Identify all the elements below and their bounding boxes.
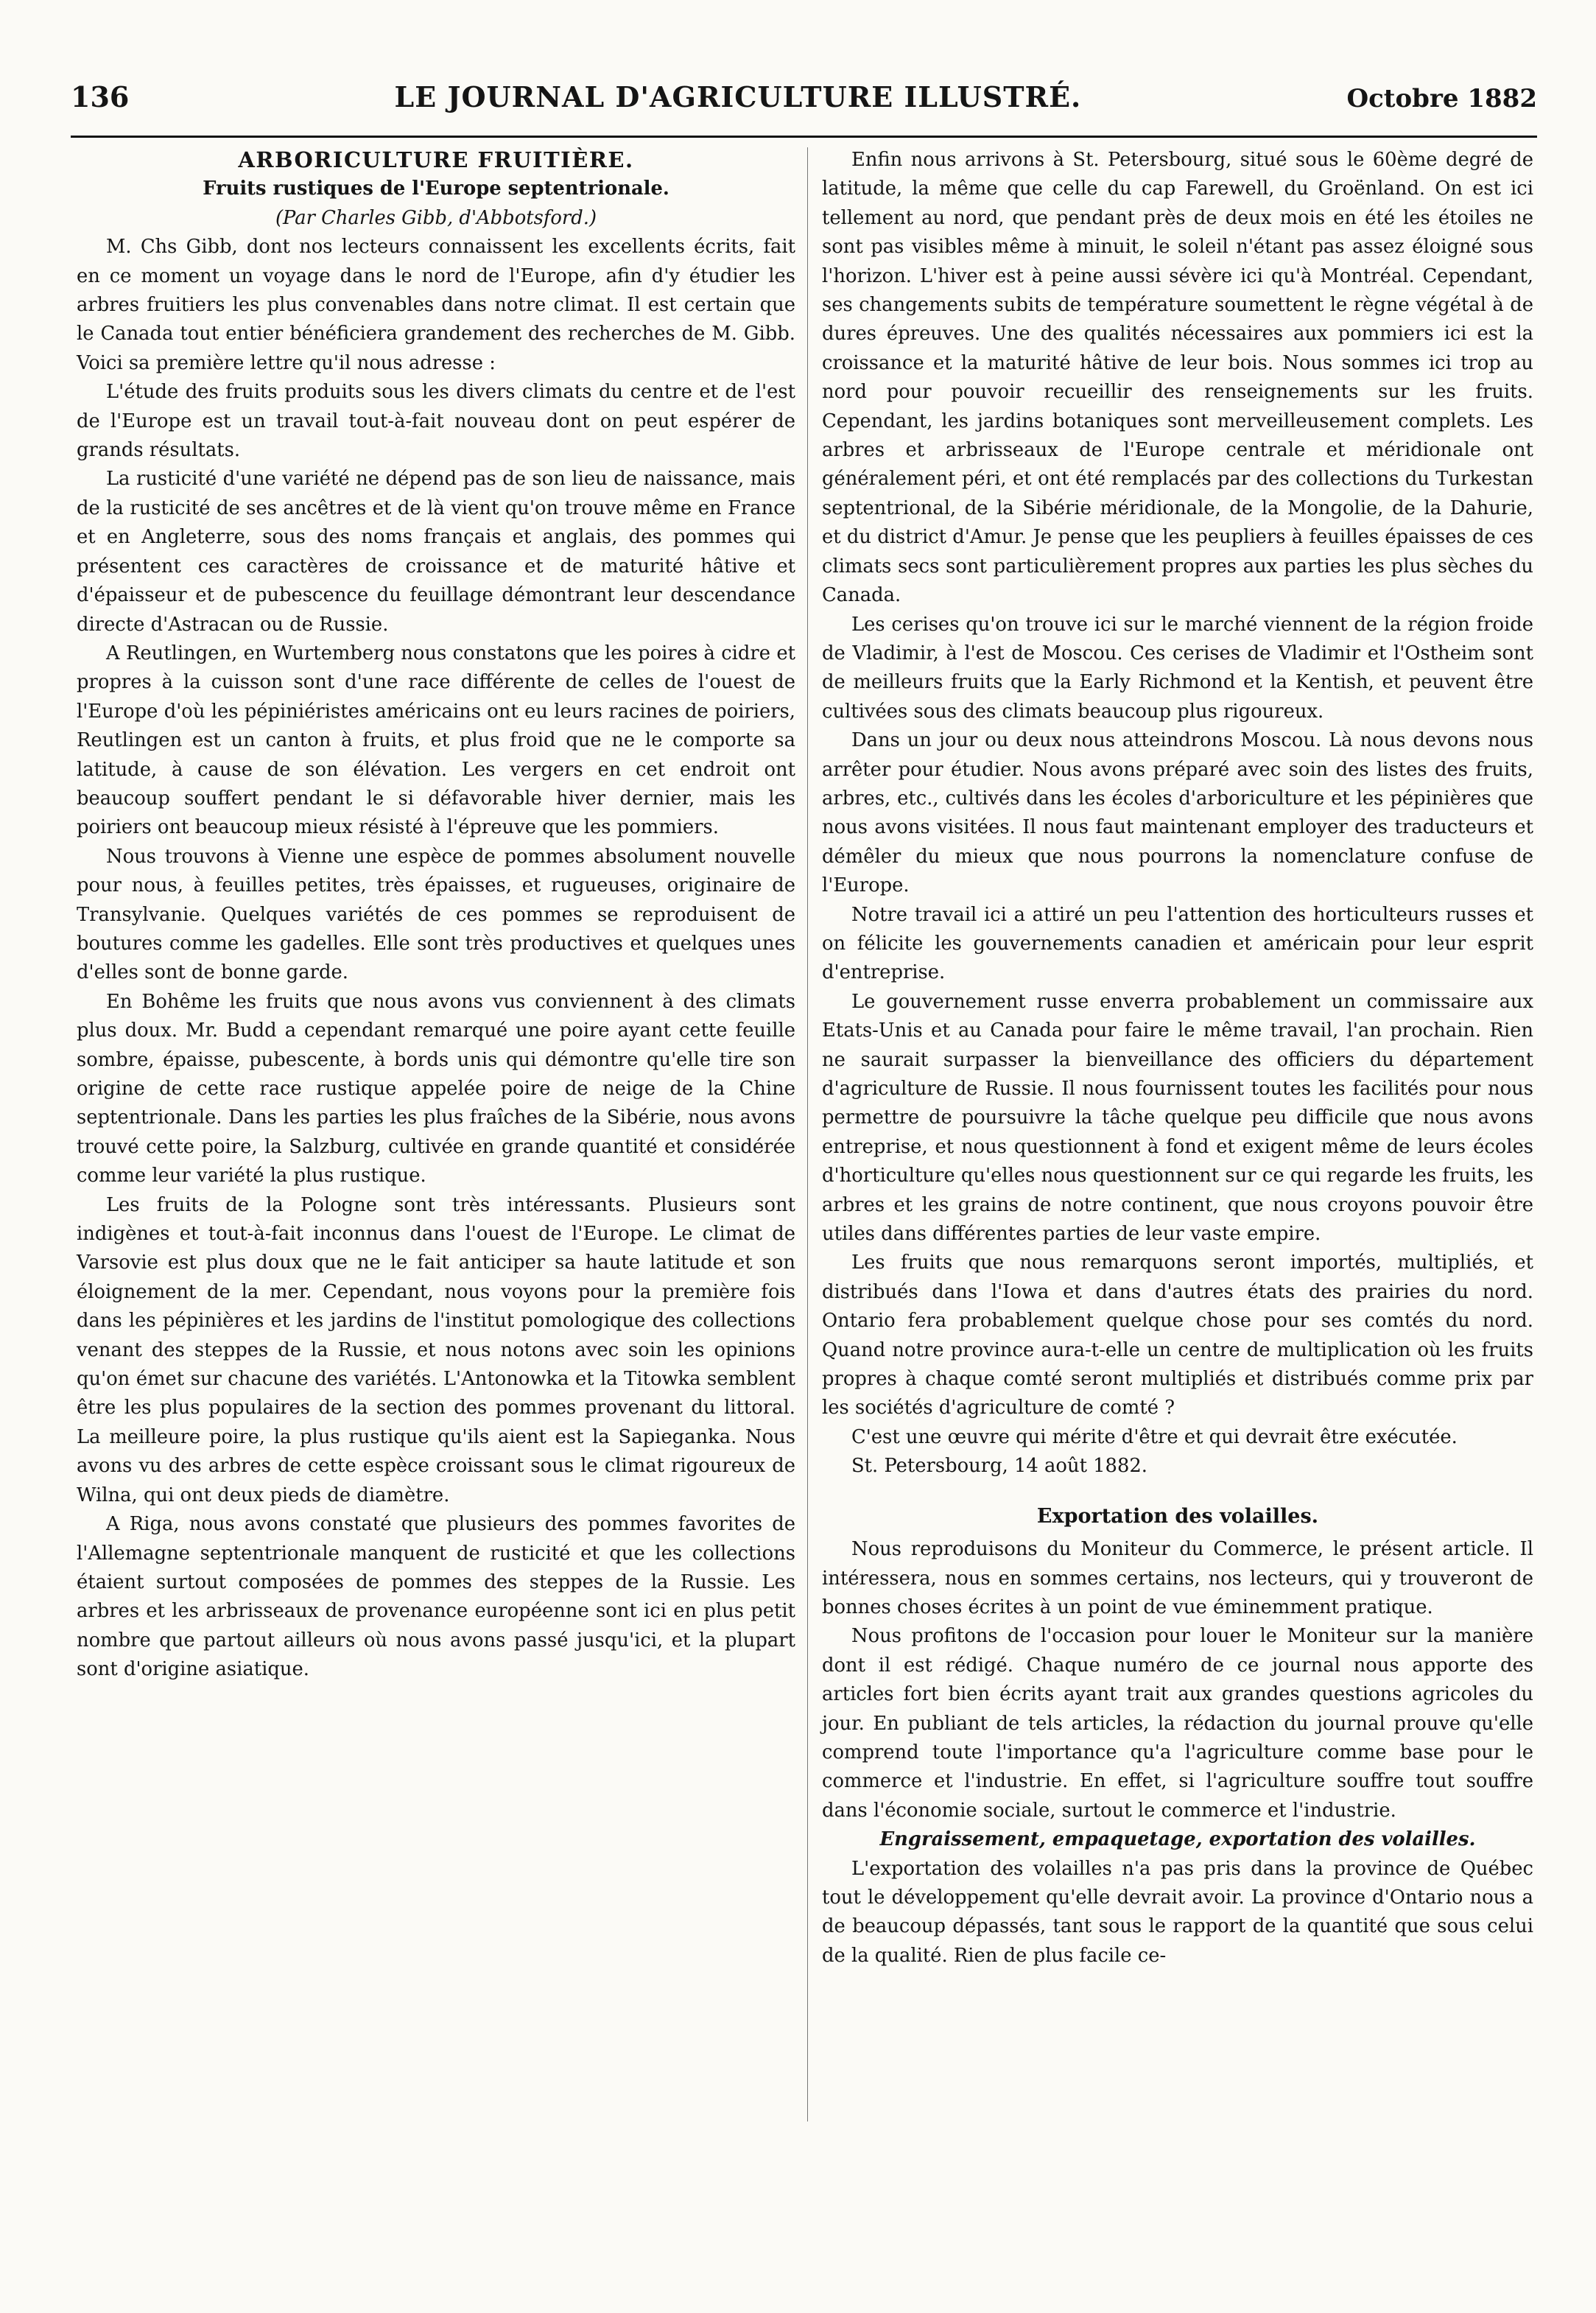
paragraph: L'exportation des volailles n'a pas pris dans la province de Québec tout le développement qu'elle devrait avoir. La province d'Ontario nous a de beaucoup dépassés, tant sous le rapport de la quantité que sous celui de la qualité. Rien de plus facile ce- bbox=[822, 1857, 1533, 1967]
paragraph: A Reutlingen, en Wurtemberg nous constatons que les poires à cidre et propres à la cuisson sont d'une race différente de celles de l'ouest de l'Europe d'où les pépiniéristes américains ont eu leurs racines de poiriers, Reutlingen est un canton à fruits, et plus froid que ne le comporte sa latitude, à cause de son élévation. Les vergers en cet endroit ont beaucoup souffert pendant le si défavorable hiver dernier, mais les poiriers ont beaucoup mieux résisté à l'épreuve que les pommiers. bbox=[77, 642, 795, 839]
paragraph: C'est une œuvre qui mérite d'être et qui devrait être exécutée. bbox=[851, 1425, 1458, 1448]
article-title: ARBORICULTURE FRUITIÈRE. bbox=[238, 147, 634, 172]
paragraph: La rusticité d'une variété ne dépend pas de son lieu de naissance, mais de la rusticité de ses ancêtres et de là vient qu'on trouve même en France et en Angleterre, sous des noms français et anglais, des pommes qui présentent ces caractères de croissance et de maturité hâtive et d'épaisseur et de pubescence du feuillage démontrant leur descendance directe d'Astracan ou de Russie. bbox=[77, 468, 795, 636]
issue-date: Octobre 1882 bbox=[1346, 84, 1537, 113]
article-byline: (Par Charles Gibb, d'Abbotsford.) bbox=[275, 206, 597, 229]
paragraph: Notre travail ici a attiré un peu l'attention des horticulteurs russes et on félicite les gouvernements canadien et américain pour leur esprit d'entreprise. bbox=[822, 903, 1533, 984]
paragraph: M. Chs Gibb, dont nos lecteurs connaissent les excellents écrits, fait en ce moment un voyage dans le nord de l'Europe, afin d'y étudier les arbres fruitiers les plus convenables dans notre climat. Il est certain que le Canada tout entier bénéficiera grandement des recherches de M. Gibb. Voici sa première lettre qu'il nous adresse : bbox=[77, 236, 795, 374]
paragraph: Dans un jour ou deux nous atteindrons Moscou. Là nous devons nous arrêter pour étudier. Nous avons préparé avec soin des listes des fruits, arbres, etc., cultivés dans les écoles d'arboriculture et les pépinières que nous avons visitées. Il nous faut maintenant employer des traducteurs et démêler du mieux que nous pourrons la nomenclature confuse de l'Europe. bbox=[822, 729, 1533, 897]
paragraph: Nous reproduisons du Moniteur du Commerce, le présent article. Il intéressera, nous en sommes certains, nos lecteurs, qui y trouveront de bonnes choses écrites à un point de vue éminemment pratique. bbox=[822, 1538, 1533, 1618]
header-rule bbox=[71, 136, 1537, 138]
section-title: Exportation des volailles. bbox=[1036, 1504, 1319, 1528]
journal-title: LE JOURNAL D'AGRICULTURE ILLUSTRÉ. bbox=[394, 80, 1082, 113]
paragraph: Les fruits que nous remarquons seront importés, multipliés, et distribués dans l'Iowa et dans d'autres états des prairies du nord. Ontario fera probablement quelque chose pour ses comtés du nord. Quand notre province aura-t-elle un centre de multiplication où les fruits propres à chaque comté seront multipliés et distribués comme prix par les sociétés d'agriculture de comté ? bbox=[822, 1252, 1533, 1419]
left-column bbox=[77, 146, 795, 1685]
paragraph: Le gouvernement russe enverra probablement un commissaire aux Etats-Unis et au Canada pour faire le même travail, l'an prochain. Rien ne saurait surpasser la bienveillance des officiers du département d'agriculture de Russie. Il nous fournissent toutes les facilités pour nous permettre de poursuivre la tâche quelque peu difficile que nous avons entreprise, et nous questionnent à fond et exigent même de leurs écoles d'horticulture qu'elles nous questionnent sur ce qui regarde les fruits, les arbres et les grains de notre continent, que nous croyons pouvoir être utiles dans différentes parties de leur vaste empire. bbox=[822, 990, 1533, 1246]
article-subtitle: Fruits rustiques de l'Europe septentrionale. bbox=[203, 178, 669, 200]
paragraph: A Riga, nous avons constaté que plusieurs des pommes favorites de l'Allemagne septentrionale manquent de rusticité et que les collections étaient surtout composées de pommes des steppes de la Russie. Les arbres et les arbrisseaux de provenance européenne sont ici en plus petit nombre que partout ailleurs où nous avons passé jusqu'ici, et la plupart sont d'origine asiatique. bbox=[77, 1513, 795, 1681]
section-subheading: Engraissement, empaquetage, exportation des volailles. bbox=[879, 1828, 1476, 1851]
page-number: 136 bbox=[71, 80, 130, 113]
article-signature: St. Petersbourg, 14 août 1882. bbox=[851, 1455, 1147, 1478]
paragraph: Les cerises qu'on trouve ici sur le marché viennent de la région froide de Vladimir, à l'est de Moscou. Ces cerises de Vladimir et l'Ostheim sont de meilleurs fruits que la Early Richmond et la Kentish, et peuvent être cultivées sous des climats beaucoup plus rigoureux. bbox=[822, 613, 1533, 723]
right-column bbox=[822, 146, 1533, 1970]
column-divider bbox=[807, 147, 808, 2121]
paragraph: Nous profitons de l'occasion pour louer le Moniteur sur la manière dont il est rédigé. Chaque numéro de ce journal nous apporte des articles fort bien écrits ayant trait aux grandes questions agricoles du jour. En publiant de tels articles, la rédaction du journal prouve qu'elle comprend toute l'importance qu'a l'agriculture comme base pour le commerce et l'industrie. En effet, si l'agriculture souffre tout souffre dans l'économie sociale, surtout le commerce et l'industrie. bbox=[822, 1625, 1533, 1822]
paragraph: Les fruits de la Pologne sont très intéressants. Plusieurs sont indigènes et tout-à-fait inconnus dans l'ouest de l'Europe. Le climat de Varsovie est plus doux que ne le fait anticiper sa haute latitude et son éloignement de la mer. Cependant, nous voyons pour la première fois dans les pépinières et les jardins de l'institut pomologique des collections venant des steppes de la Russie, et nous notons avec soin les opinions qu'on émet sur chacune des variétés. L'Antonowka et la Titowka semblent être les plus populaires de la section des pommes provenant du littoral. La meilleure poire, la plus rustique qu'ils aient est la Sapieganka. Nous avons vu des arbres de cette espèce croissant sous le climat rigoureux de Wilna, qui ont deux pieds de diamètre. bbox=[77, 1193, 795, 1506]
paragraph: En Bohême les fruits que nous avons vus conviennent à des climats plus doux. Mr. Budd a cependant remarqué une poire ayant cette feuille sombre, épaisse, pubescente, à bords unis qui démontre qu'elle tire son origine de cette race rustique appelée poire de neige de la Chine septentrionale. Dans les parties les plus fraîches de la Sibérie, nous avons trouvé cette poire, la Salzburg, cultivée en grande quantité et considérée comme leur variété la plus rustique. bbox=[77, 990, 795, 1187]
paragraph: Enfin nous arrivons à St. Petersbourg, situé sous le 60ème degré de latitude, la même que celle du cap Farewell, du Groënland. On est ici tellement au nord, que pendant près de deux mois en été les étoiles ne sont pas visibles même à minuit, le soleil n'étant pas assez éloigné sous l'horizon. L'hiver est à peine aussi sévère ici qu'à Montréal. Cependant, ses changements subits de température soumettent le règne végétal à de dures épreuves. Une des qualités nécessaires aux pommiers ici est la croissance et la maturité hâtive de leur bois. Nous sommes ici trop au nord pour pouvoir recueillir des renseignements sur les fruits. Cependant, les jardins botaniques sont merveilleusement complets. Les arbres et arbrisseaux de l'Europe centrale et méridionale ont généralement péri, et ont été remplacés par des collections du Turkestan septentrional, de la Sibérie méridionale, de la Mongolie, de la Dahurie, et du district d'Amur. Je pense que les peupliers à feuilles épaisses de ces climats secs sont particulièrement propres aux parties les plus sèches du Canada. bbox=[822, 149, 1533, 607]
paragraph: L'étude des fruits produits sous les divers climats du centre et de l'est de l'Europe est un travail tout-à-fait nouveau dont on peut espérer de grands résultats. bbox=[77, 381, 795, 462]
page-header bbox=[71, 62, 1537, 113]
paragraph: Nous trouvons à Vienne une espèce de pommes absolument nouvelle pour nous, à feuilles petites, très épaisses, et rugueuses, originaire de Transylvanie. Quelques variétés de ces pommes se reproduisent de boutures comme les gadelles. Elle sont très productives et quelques unes d'elles sont de bonne garde. bbox=[77, 845, 795, 984]
